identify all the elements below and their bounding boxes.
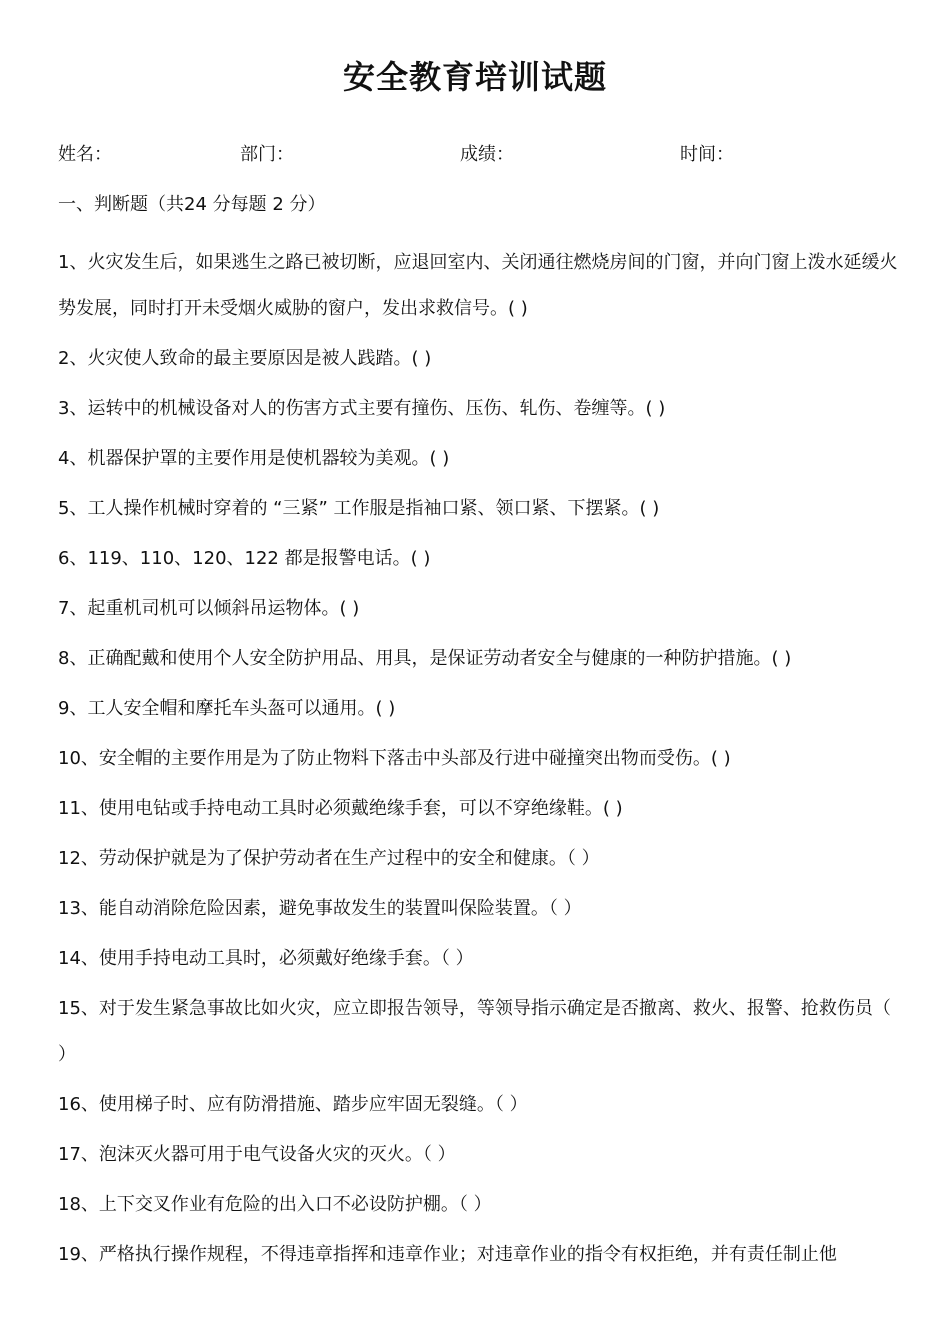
- name-field-label: 姓名：: [58, 144, 112, 165]
- question-item: 15、对于发生紧急事故比如火灾，应立即报告领导，等领导指示确定是否撤离、救火、报警、抢救伤员（ ）: [58, 998, 891, 1065]
- question-item: 2、火灾使人致命的最主要原因是被人践踏。( ): [58, 348, 432, 369]
- page-title: 安全教育培训试题: [342, 58, 607, 96]
- question-item: 14、使用手持电动工具时，必须戴好绝缘手套。（ ）: [58, 948, 474, 969]
- question-list: [58, 240, 898, 1282]
- exam-info-row: [0, 140, 950, 168]
- question-item: 8、正确配戴和使用个人安全防护用品、用具，是保证劳动者安全与健康的一种防护措施。( ): [58, 648, 792, 669]
- question-item: 18、上下交叉作业有危险的出入口不必设防护棚。（ ）: [58, 1194, 492, 1215]
- question-item: 3、运转中的机械设备对人的伤害方式主要有撞伤、压伤、轧伤、卷缠等。( ): [58, 398, 666, 419]
- question-item: 5、工人操作机械时穿着的 “三紧” 工作服是指袖口紧、领口紧、下摆紧。( ): [58, 498, 660, 519]
- question-item: 10、安全帽的主要作用是为了防止物料下落击中头部及行进中碰撞突出物而受伤。( ): [58, 748, 731, 769]
- question-item: 17、泡沫灭火器可用于电气设备火灾的灭火。（ ）: [58, 1144, 456, 1165]
- section-heading: 一、判断题（共24 分每题 2 分）: [58, 194, 326, 215]
- question-item: 4、机器保护罩的主要作用是使机器较为美观。( ): [58, 448, 450, 469]
- question-item: 12、劳动保护就是为了保护劳动者在生产过程中的安全和健康。（ ）: [58, 848, 600, 869]
- question-item: 11、使用电钻或手持电动工具时必须戴绝缘手套，可以不穿绝缘鞋。( ): [58, 798, 623, 819]
- department-field-label: 部门：: [240, 144, 294, 165]
- question-item: 13、能自动消除危险因素，避免事故发生的装置叫保险装置。（ ）: [58, 898, 582, 919]
- question-item: 16、使用梯子时、应有防滑措施、踏步应牢固无裂缝。（ ）: [58, 1094, 528, 1115]
- score-field-label: 成绩：: [460, 144, 514, 165]
- question-item: 19、严格执行操作规程，不得违章指挥和违章作业；对违章作业的指令有权拒绝，并有责任制止他: [58, 1244, 837, 1265]
- question-item: 6、119、110、120、122 都是报警电话。( ): [58, 548, 431, 569]
- question-item: 7、起重机司机可以倾斜吊运物体。( ): [58, 598, 360, 619]
- question-item: 1、火灾发生后，如果逃生之路已被切断，应退回室内、关闭通往燃烧房间的门窗，并向门窗上泼水延缓火势发展，同时打开未受烟火威胁的窗户，发出求救信号。( ): [58, 252, 898, 319]
- time-field-label: 时间：: [680, 144, 734, 165]
- question-item: 9、工人安全帽和摩托车头盔可以通用。( ): [58, 698, 396, 719]
